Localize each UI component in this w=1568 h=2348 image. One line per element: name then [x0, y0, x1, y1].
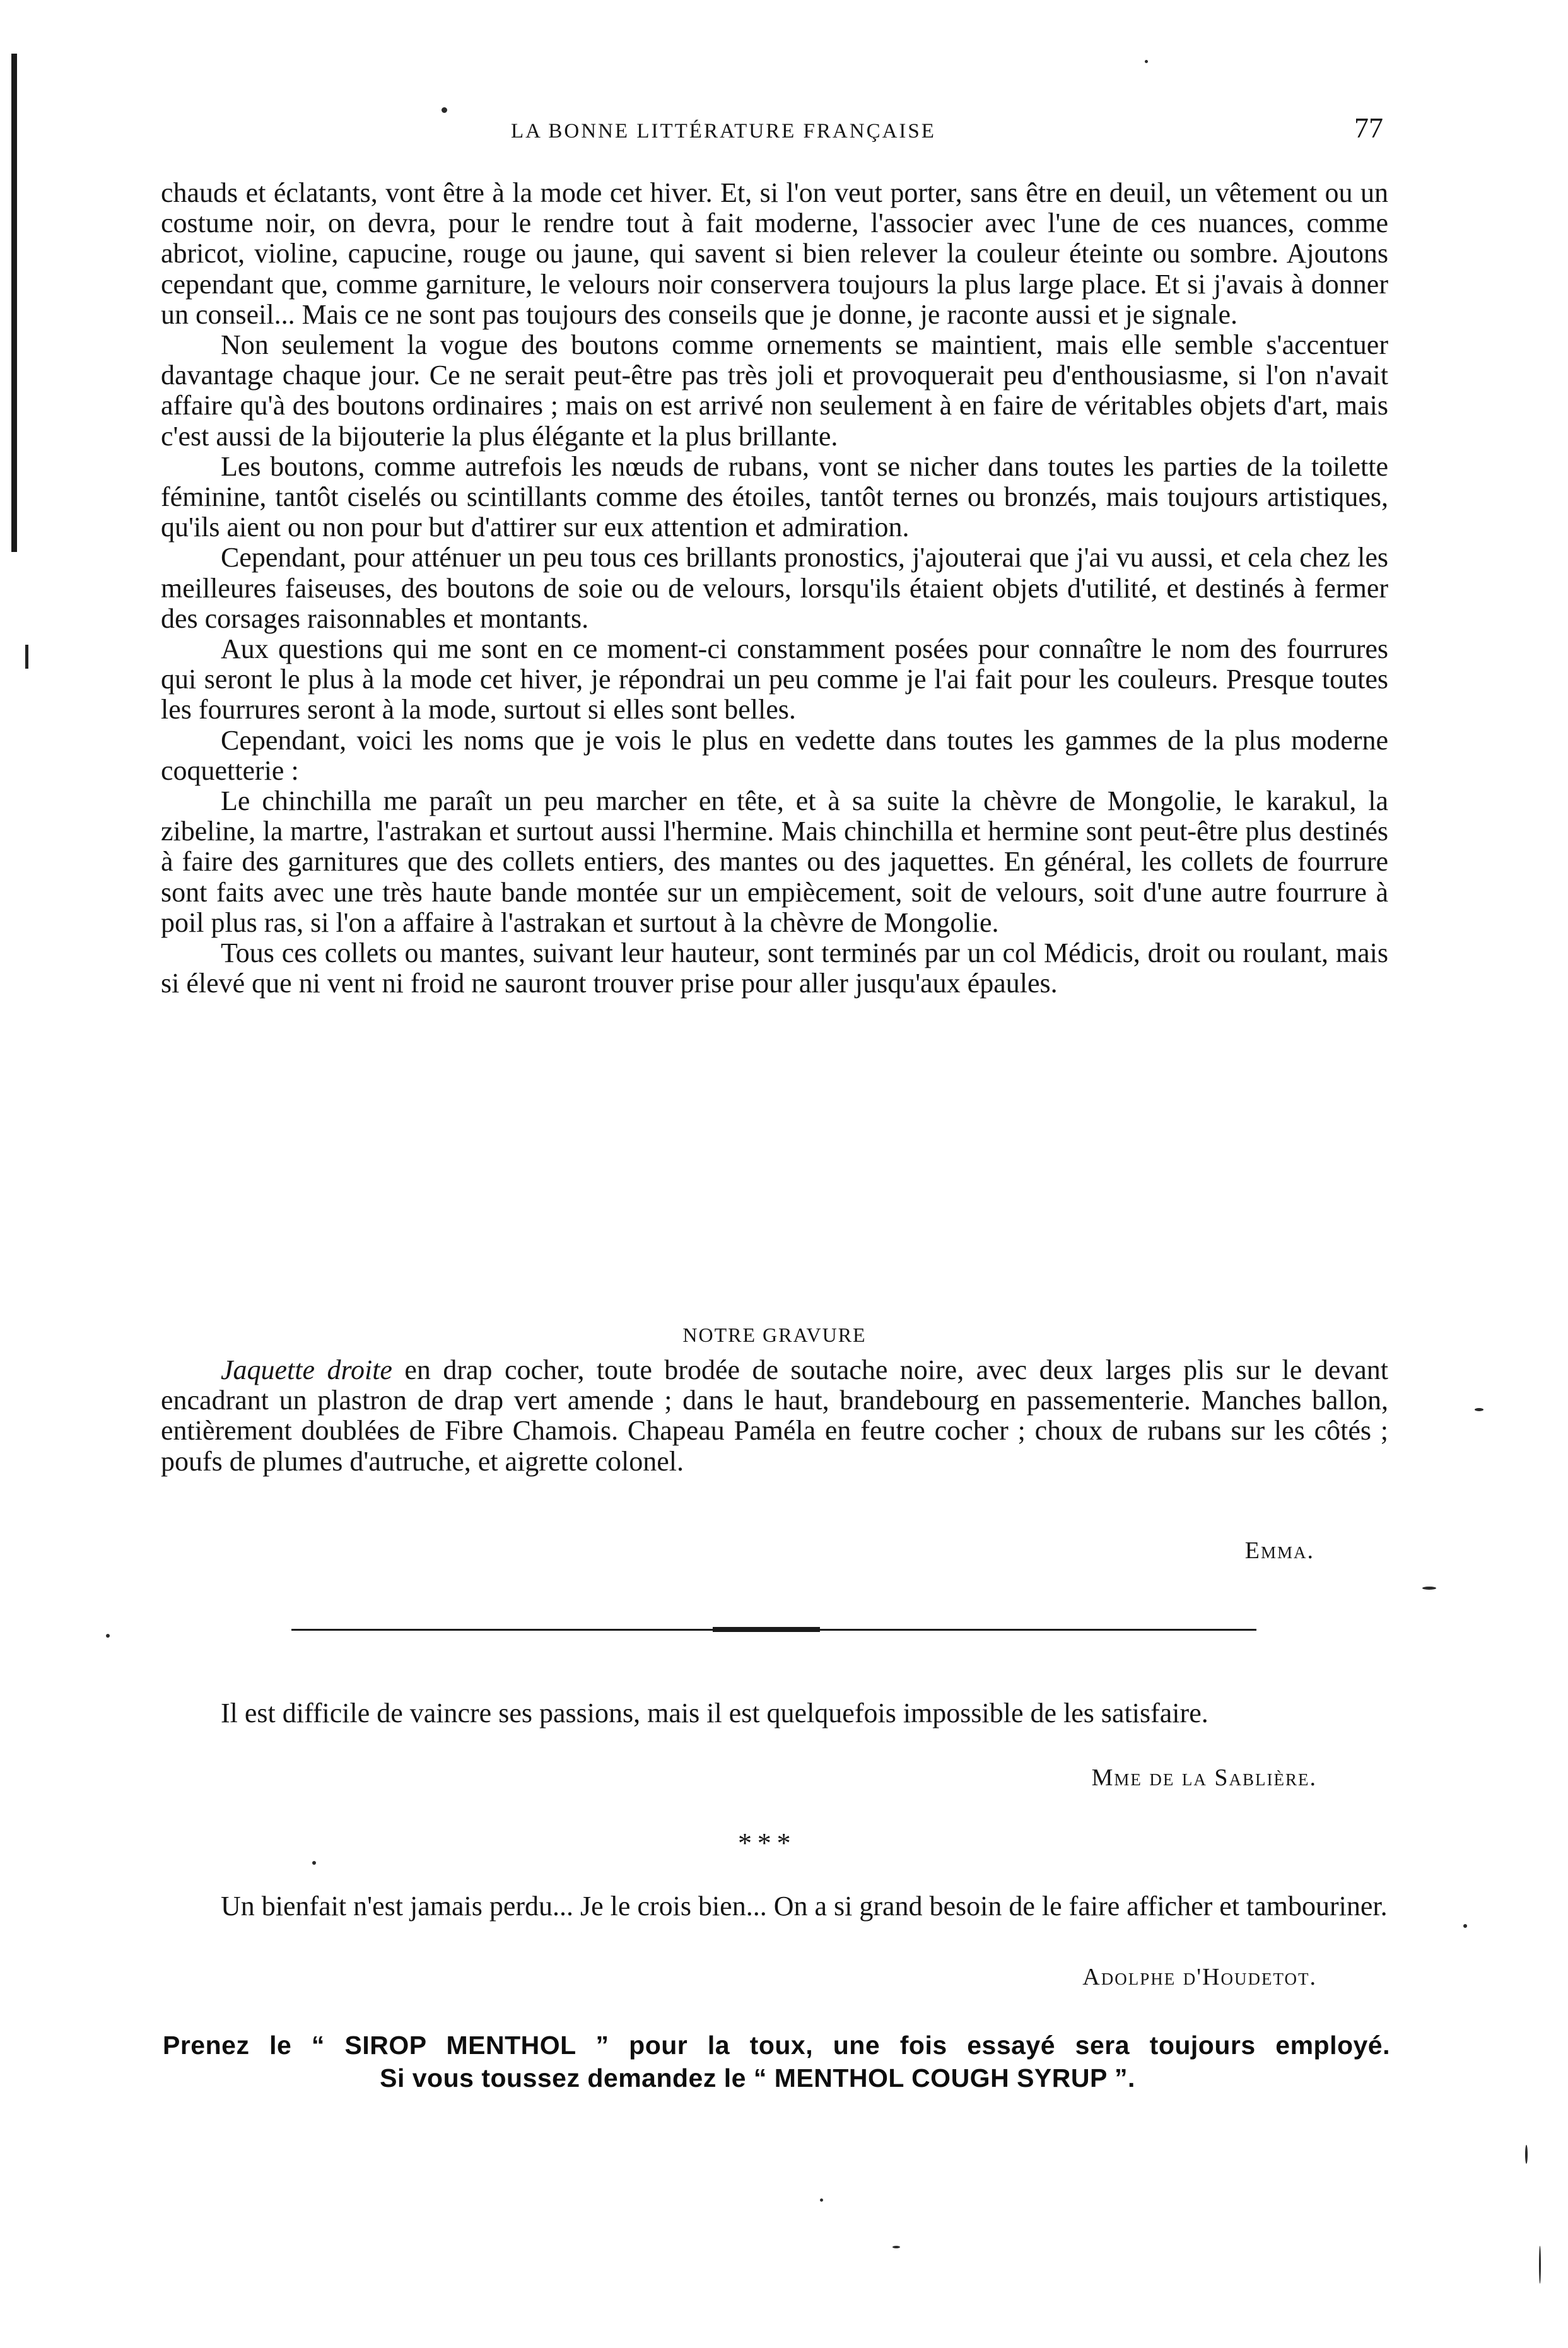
- scan-speck: [1525, 2145, 1528, 2164]
- advert-line: Prenez le “ SIROP MENTHOL ” pour la toux, une fois essayé sera toujours employé.: [163, 2031, 1390, 2060]
- page-header: [161, 112, 1397, 153]
- quotation-author: Adolphe d'Houdetot.: [1082, 1964, 1317, 1990]
- engraving-text: en drap cocher, toute brodée de soutache noire, avec deux larges plis sur le devant encadrant un plastron de drap vert amende ; dans le haut, brandebourg en passementerie. Manches ballon, entièrement doublées de Fibre Chamois. Chapeau Paméla en feutre cocher ; choux de rubans sur les côtés ; poufs de plumes d'autruche, et aigrette colonel.: [161, 1354, 1389, 1477]
- scan-speck: [892, 2246, 900, 2248]
- scan-speck: [442, 107, 447, 113]
- engraving-lead: Jaquette droite: [221, 1354, 392, 1385]
- paragraph: Aux questions qui me sont en ce moment-ci constamment posées pour connaître le nom des fourrures qui seront le plus à la mode cet hiver, je répondrai un peu comme je l'ai fait pour les couleurs. Presque toutes les fourrures seront à la mode, surtout si elles sont belles.: [161, 633, 1388, 725]
- scan-speck: [106, 1634, 110, 1638]
- engraving-description: [161, 1355, 1388, 1477]
- scan-speck: [1145, 60, 1148, 63]
- article-body: [161, 178, 1388, 999]
- scan-speck: [1475, 1408, 1483, 1411]
- asterism: * * *: [738, 1828, 791, 1858]
- paragraph: Tous ces collets ou mantes, suivant leur hauteur, sont terminés par un col Médicis, droit ou roulant, mais si élevé que ni vent ni froid ne sauront trouver prise pour aller jusqu'aux épaules.: [161, 937, 1388, 999]
- section-title: NOTRE GRAVURE: [682, 1324, 867, 1346]
- scan-speck: [312, 1861, 316, 1865]
- page-number: 77: [1354, 112, 1383, 144]
- author-signature: Emma.: [1244, 1537, 1314, 1564]
- running-head: LA BONNE LITTÉRATURE FRANÇAISE: [511, 120, 936, 143]
- quotation: Un bienfait n'est jamais perdu... Je le crois bien... On a si grand besoin de le faire afficher et tambouriner.: [221, 1891, 1388, 1922]
- binding-edge-bar: [11, 54, 17, 552]
- paragraph: Le chinchilla me paraît un peu marcher en tête, et à sa suite la chèvre de Mongolie, le karakul, la zibeline, la martre, l'astrakan et surtout aussi l'hermine. Mais chinchilla et hermine sont peut-être plus destinés à faire des garnitures que des collets entiers, des mantes ou des jaquettes. En général, les collets de fourrure sont faits avec une très haute bande montée sur un empiècement, soit de velours, soit d'une autre fourrure à poil plus ras, si l'on a affaire à l'astrakan et surtout à la chèvre de Mongolie.: [161, 785, 1388, 938]
- paragraph: Cependant, voici les noms que je vois le plus en vedette dans toutes les gammes de la plus moderne coquetterie :: [161, 724, 1388, 786]
- scan-speck: [1463, 1924, 1467, 1928]
- margin-mark: [25, 645, 28, 669]
- scan-speck: [1539, 2246, 1541, 2284]
- paragraph: chauds et éclatants, vont être à la mode cet hiver. Et, si l'on veut porter, sans être en deuil, un vêtement ou un costume noir, on devra, pour le rendre tout à fait moderne, l'associer avec l'une de ces nuances, comme abricot, violine, capucine, rouge ou jaune, qui savent si bien relever la couleur éteinte ou sombre. Ajoutons cependant que, comme garniture, le velours noir conservera toujours la plus large place. Et si j'avais à donner un conseil... Mais ce ne sont pas toujours des conseils que je donne, je raconte aussi et je signale.: [161, 177, 1388, 330]
- paragraph: Les boutons, comme autrefois les nœuds de rubans, vont se nicher dans toutes les parties de la toilette féminine, tantôt ciselés ou scintillants comme des étoiles, tantôt ternes ou bronzés, mais toujours artistiques, qu'ils aient ou non pour but d'attirer sur eux attention et admiration.: [161, 450, 1388, 543]
- paragraph: Cependant, pour atténuer un peu tous ces brillants pronostics, j'ajouterai que j'ai vu aussi, et cela chez les meilleures faiseuses, des boutons de soie ou de velours, lorsqu'ils étaient objets d'utilité, et destinés à fermer des corsages raisonnables et montants.: [161, 542, 1388, 634]
- scan-speck: [1422, 1587, 1436, 1590]
- quotation: Il est difficile de vaincre ses passions, mais il est quelquefois impossible de les satisfaire.: [221, 1698, 1208, 1729]
- divider-ornament: [713, 1627, 820, 1632]
- paragraph: Non seulement la vogue des boutons comme ornements se maintient, mais elle semble s'accentuer davantage chaque jour. Ce ne serait peut-être pas très joli et provoquerait peu d'enthousiasme, si l'on n'avait affaire qu'à des boutons ordinaires ; mais on est arrivé non seulement à en faire de véritables objets d'art, mais c'est aussi de la bijouterie la plus élégante et la plus brillante.: [161, 329, 1388, 452]
- advertisement: [163, 2029, 1390, 2094]
- quotation-author: Mme de la Sablière.: [1091, 1764, 1317, 1791]
- scan-speck: [820, 2198, 823, 2202]
- advert-line: Si vous toussez demandez le “ MENTHOL COUGH SYRUP ”.: [380, 2063, 1135, 2093]
